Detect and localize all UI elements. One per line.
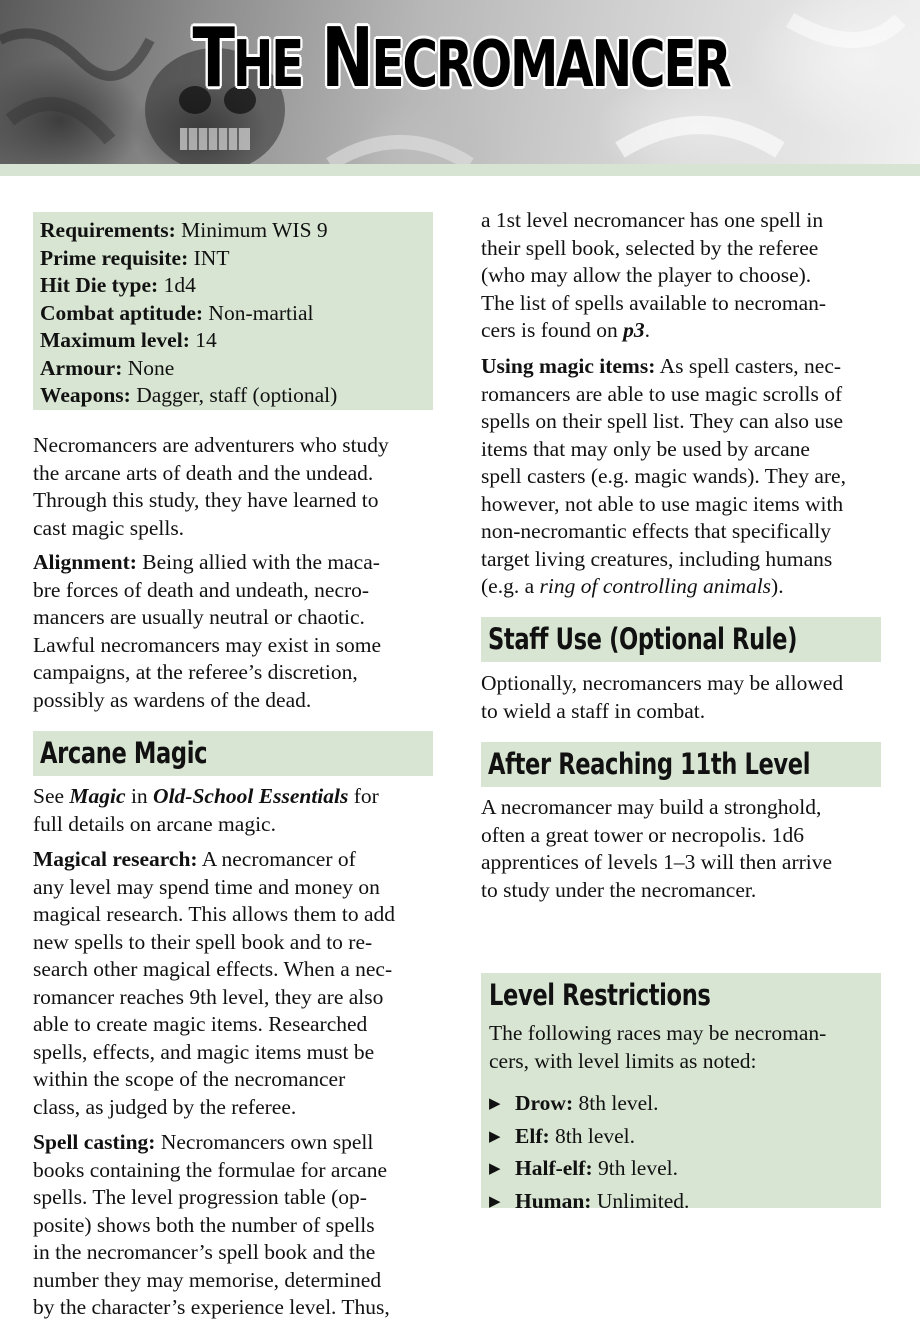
- alignment-paragraph: Alignment: Being allied with the maca- bre forces of death and undeath, necro- mancers are usually neutral or chaotic. Lawful necromancers may exist in some campaigns, at the referee’s discretion, possibly as wardens of the dead.: [33, 550, 382, 712]
- stat-prime-requisite: Prime requisite: INT: [40, 245, 230, 270]
- list-item: ▶ Elf: 8th level.: [489, 1120, 873, 1153]
- triangle-bullet-icon: ▶: [489, 1159, 501, 1177]
- list-item: ▶ Drow: 8th level.: [489, 1087, 873, 1120]
- stat-combat-aptitude: Combat aptitude: Non-martial: [40, 300, 314, 325]
- using-magic-items-paragraph: Using magic items: As spell casters, nec- romancers are able to use magic scrolls of spells on their spell list. They can also use items that may only be used by arcane spell casters (e.g. magic wands). They are, however, not able to use magic items with non-necromantic effects that specifically target living creatures, including humans (e.g. a ring of controlling animals).: [481, 354, 846, 598]
- magical-research-paragraph: Magical research: A necromancer of any level may spend time and money on magical research. This allows them to add new spells to their spell book and to re- search other magical effects. When a nec- romancer reaches 9th level, they are also able to create magic items. Researched spells, effects, and magic items must be within the scope of the necromancer class, as judged by the referee.: [33, 847, 396, 1119]
- using-magic-items-label: Using magic items:: [481, 354, 656, 378]
- banner-strip: [0, 164, 920, 176]
- staff-use-paragraph: Optionally, necromancers may be allowed to wield a staff in combat.: [481, 671, 844, 723]
- after-11th-level-paragraph: A necromancer may build a stronghold, often a great tower or necropolis. 1d6 apprentices of levels 1–3 will then arrive to study under the necromancer.: [481, 795, 833, 902]
- arcane-magic-see-paragraph: See Magic in Old-School Essentials for full details on arcane magic.: [33, 784, 379, 836]
- section-heading-arcane-magic: Arcane Magic: [33, 731, 433, 776]
- section-heading-level-restrictions: Level Restrictions: [489, 978, 711, 1012]
- triangle-bullet-icon: ▶: [489, 1191, 501, 1210]
- page-title: THE NECROMANCER: [192, 11, 730, 106]
- stat-maximum-level: Maximum level: 14: [40, 328, 217, 352]
- list-item: ▶ Half-elf: 9th level.: [489, 1152, 873, 1185]
- level-restrictions-box: Level Restrictions The following races may be necroman- cers, with level limits as noted: ▶ Drow: 8th level. ▶ Elf: 8th level. ▶ Half-elf: 9th level. ▶ Human: Unlimited.: [481, 973, 881, 1208]
- triangle-bullet-icon: ▶: [489, 1126, 501, 1145]
- stat-requirements: Requirements: Minimum WIS 9: [40, 218, 328, 242]
- alignment-label: Alignment:: [33, 550, 137, 574]
- spell-casting-label: Spell casting:: [33, 1130, 156, 1154]
- race-limit-list: [489, 1087, 873, 1217]
- section-heading-after-11th-level: After Reaching 11th Level: [481, 742, 881, 787]
- stat-weapons: Weapons: Dagger, staff (optional): [40, 383, 338, 407]
- triangle-bullet-icon: ▶: [489, 1094, 501, 1112]
- class-stats-box: [33, 212, 433, 410]
- header-banner: [0, 0, 920, 164]
- stat-hit-die: Hit Die type: 1d4: [40, 273, 196, 297]
- spell-casting-paragraph: Spell casting: Necromancers own spell books containing the formulae for arcane spells. The level progression table (op- posite) shows both the number of spells in the necromancer’s spell book and the number they may memorise, determined by the character’s experience level. Thus,: [33, 1130, 390, 1319]
- spell-casting-continued-paragraph: a 1st level necromancer has one spell in their spell book, selected by the referee (who may allow the player to choose). The list of spells available to necroman- cers is found on p3.: [481, 208, 827, 342]
- list-item: ▶ Human: Unlimited.: [489, 1185, 873, 1218]
- section-heading-staff-use: Staff Use (Optional Rule): [481, 617, 881, 662]
- stat-armour: Armour: None: [40, 355, 175, 380]
- magical-research-label: Magical research:: [33, 847, 198, 871]
- page-reference-link[interactable]: p3: [623, 318, 645, 342]
- intro-paragraph: Necromancers are adventurers who study the arcane arts of death and the undead. Through this study, they have learned to cast magic spells.: [33, 433, 389, 540]
